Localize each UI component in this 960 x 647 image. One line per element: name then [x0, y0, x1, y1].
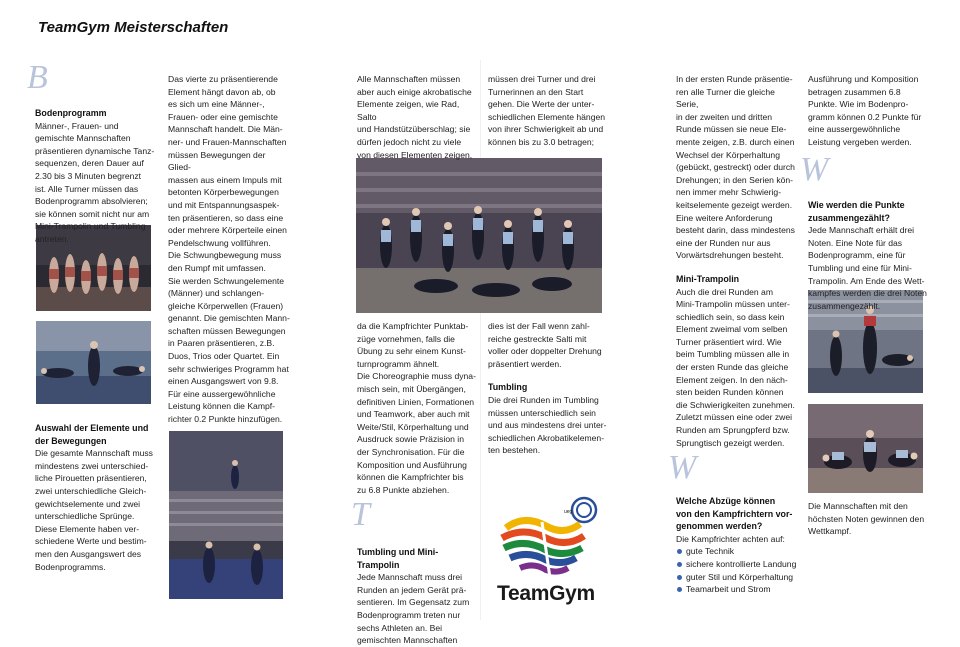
text-mini-trampolin: Auch die drei Runden am Mini-Trampolin müssen unter- schiedlich sein, so dass kein Element zweimal vom selben Turner präsentiert wird. Wie beim Tumbling müssen alle in der ersten Runde das gleiche Element zeigen. In den näch- sten beiden Runden können die Schwierigkeiten zunehmen. Zuletzt müssen eine oder zwei Runden am Sprungpferd bzw. Sprungtisch gezeigt werden.	[676, 286, 795, 448]
dropcap-w-abzuege: W	[668, 449, 697, 486]
column-6-caption	[808, 500, 930, 538]
text-erste-runde: In der ersten Runde präsentie- ren alle Turner die gleiche Serie, in der zweiten und dritten Runde müssen sie neue Ele- mente zeigen, z.B. durch einen Wechsel der Körperhaltung (gebückt, gestreckt) oder durch Drehungen; in den Serien kön- nen immer mehr Schwierig- keitselemente gezeigt werden. Eine weitere Anforderung besteht darin, dass mindestens eine der Runden nur aus Vorwärtsdrehungen besteht.	[676, 74, 795, 261]
photo-trampolin-jump	[169, 431, 283, 599]
dropcap-w-punkte: W	[800, 151, 829, 188]
text-ausfuehrung-komposition: Ausführung und Komposition betragen zusammen 6.8 Punkte. Wie im Bodenpro- gramm können 0.2 Punkte für eine aussergewöhnliche Leistung vergeben werden.	[808, 74, 922, 147]
dropcap-b: B	[27, 59, 48, 96]
text-gestreckte-salti: dies ist der Fall wenn zahl- reiche gestreckte Salti mit voller oder doppelter Drehung präsentiert werden.	[488, 321, 602, 369]
column-5-abzuege	[668, 449, 798, 596]
text-hoechste-noten: Die Mannschaften mit den höchsten Noten gewinnen den Wettkampf.	[808, 501, 925, 537]
column-3-lower	[357, 320, 479, 496]
text-tumbling: Die drei Runden im Tumbling müssen unterschiedlich sein und aus mindestens drei unter- schiedlichen Akrobatikelemen- ten bestehen.	[488, 394, 607, 456]
text-akrobatische-elemente: Alle Mannschaften müssen aber auch einige akrobatische Elemente zeigen, wie Rad, Salto und Handstützüberschlag; sie dürfen jedoch nicht zu viele von diesen Elementen zeigen,	[357, 74, 473, 160]
text-bodenprogramm: Männer-, Frauen- und gemischte Mannschaften präsentieren dynamische Tanz- sequenzen, deren Dauer auf 2.30 bis 3 Minuten begrenzt ist. Alle Turner müssen das Bodenprogramm absolvieren; sie können somit nicht nur am Mini-Trampolin und Tumbling antreten.	[35, 120, 155, 244]
heading-tumbling-mini: Tumbling und Mini-Trampolin	[357, 547, 439, 570]
list-item: guter Stil und Körperhaltung	[676, 571, 798, 584]
column-4-lower	[488, 320, 610, 457]
heading-mini-trampolin: Mini-Trampolin	[676, 273, 740, 284]
heading-tumbling: Tumbling	[488, 382, 528, 393]
column-1-lower	[35, 422, 157, 573]
heading-punkte: Wie werden die Punkte zusammengezählt?	[808, 200, 905, 223]
text-auswahl: Die gesamte Mannschaft muss mindestens zwei unterschied- liche Pirouetten präsentieren, zwei unterschiedliche Gleich- gewichtselemente und zwei unterschiedliche Sprünge. Diese Elemente haben ver- schiedene Werte und bestim- men den Ausgangswert des Bodenprogramms.	[35, 448, 153, 572]
teamgym-logo	[484, 494, 608, 606]
text-viertes-element: Das vierte zu präsentierende Element hängt davon ab, ob es sich um eine Männer-, Frauen- oder eine gemischte Mannschaft handelt. Die Män- ner- und Frauen-Mannschaften müssen Bewegungen der Glied- massen aus einem Impuls mit betonten Körperbewegungen und mit Entspannungsaspek- ten präsentieren, so dass eine oder mehrere Körperteile einen Pendelschwung vollführen. Die Schwungbewegung muss den Rumpf mit umfassen. Sie werden Schwungelemente (Männer) und schlangen- gleiche Körperwellen (Frauen) genannt. Die gemischten Mann- schaften müssen Bewegungen in Paaren präsentieren, z.B. Duos, Trios oder Quartet. Ein sehr schwieriges Programm hat einen Ausgangswert von 9.8. Für eine aussergewöhnliche Leistung können die Kampf- richter 0.2 Punkte hinzufügen.	[168, 74, 290, 425]
dropcap-t: T	[351, 496, 370, 533]
page-fold	[480, 60, 481, 620]
heading-auswahl: Auswahl der Elemente und der Bewegungen	[35, 423, 149, 446]
heading-bodenprogramm: Bodenprogramm	[35, 108, 107, 118]
page-title: TeamGym Meisterschaften	[38, 19, 229, 36]
logo-wordmark: TeamGym	[497, 582, 595, 605]
photo-men-floor	[36, 321, 151, 404]
photo-women-pose	[808, 404, 923, 493]
text-kunstturnprogramm: da die Kampfrichter Punktab- züge vornehmen, falls die Übung zu sehr einem Kunst- turnprogramm ähnelt. Die Choreographie muss dyna- misch sein, mit Übergängen, definitiven Linien, Formationen und Teamwork, aber auch mit Weite/Stil, Körperhaltung und Ausdruck sowie Präzision in der Synchronisation. Für die Komposition und Ausführung können die Kampfrichter bis zu 6.8 Punkte abziehen.	[357, 321, 476, 495]
column-5	[676, 73, 798, 449]
photo-women-formation	[356, 158, 602, 313]
list-item: sichere kontrollierte Landung	[676, 558, 798, 571]
column-6-punkte	[800, 151, 930, 312]
abzuege-list	[676, 545, 798, 595]
ueg-badge: ueg	[564, 509, 573, 515]
list-item: gute Technik	[676, 545, 798, 558]
column-4	[488, 73, 610, 149]
column-3-tumbling	[351, 496, 479, 647]
text-kampfrichter-achten: Die Kampfrichter achten auf:	[676, 533, 785, 544]
column-6	[808, 73, 930, 149]
list-item: Teamarbeit und Strom	[676, 583, 798, 596]
text-tumbling-mini: Jede Mannschaft muss drei Runden an jedem Gerät prä- sentieren. Im Gegensatz zum Bodenprogramm treten nur sechs Athleten an. Bei gemischten Mannschaften	[357, 572, 470, 646]
column-1	[27, 59, 157, 246]
text-punkte: Jede Mannschaft erhält drei Noten. Eine Note für das Bodenprogramm, eine für Tumbling und eine für Mini- Trampolin. Am Ende des Wett- kampfes werden die drei Noten zusammengezählt.	[808, 225, 927, 311]
heading-abzuege: Welche Abzüge können von den Kampfrichtern vor- genommen werden?	[676, 496, 793, 532]
text-turner-turnerinnen: müssen drei Turner und drei Turnerinnen an den Start gehen. Die Werte der unter- schiedlichen Elemente hängen von ihrer Schwierigkeit ab und können bis zu 3.0 betragen;	[488, 74, 606, 147]
column-2	[168, 73, 290, 426]
column-3	[357, 73, 479, 161]
